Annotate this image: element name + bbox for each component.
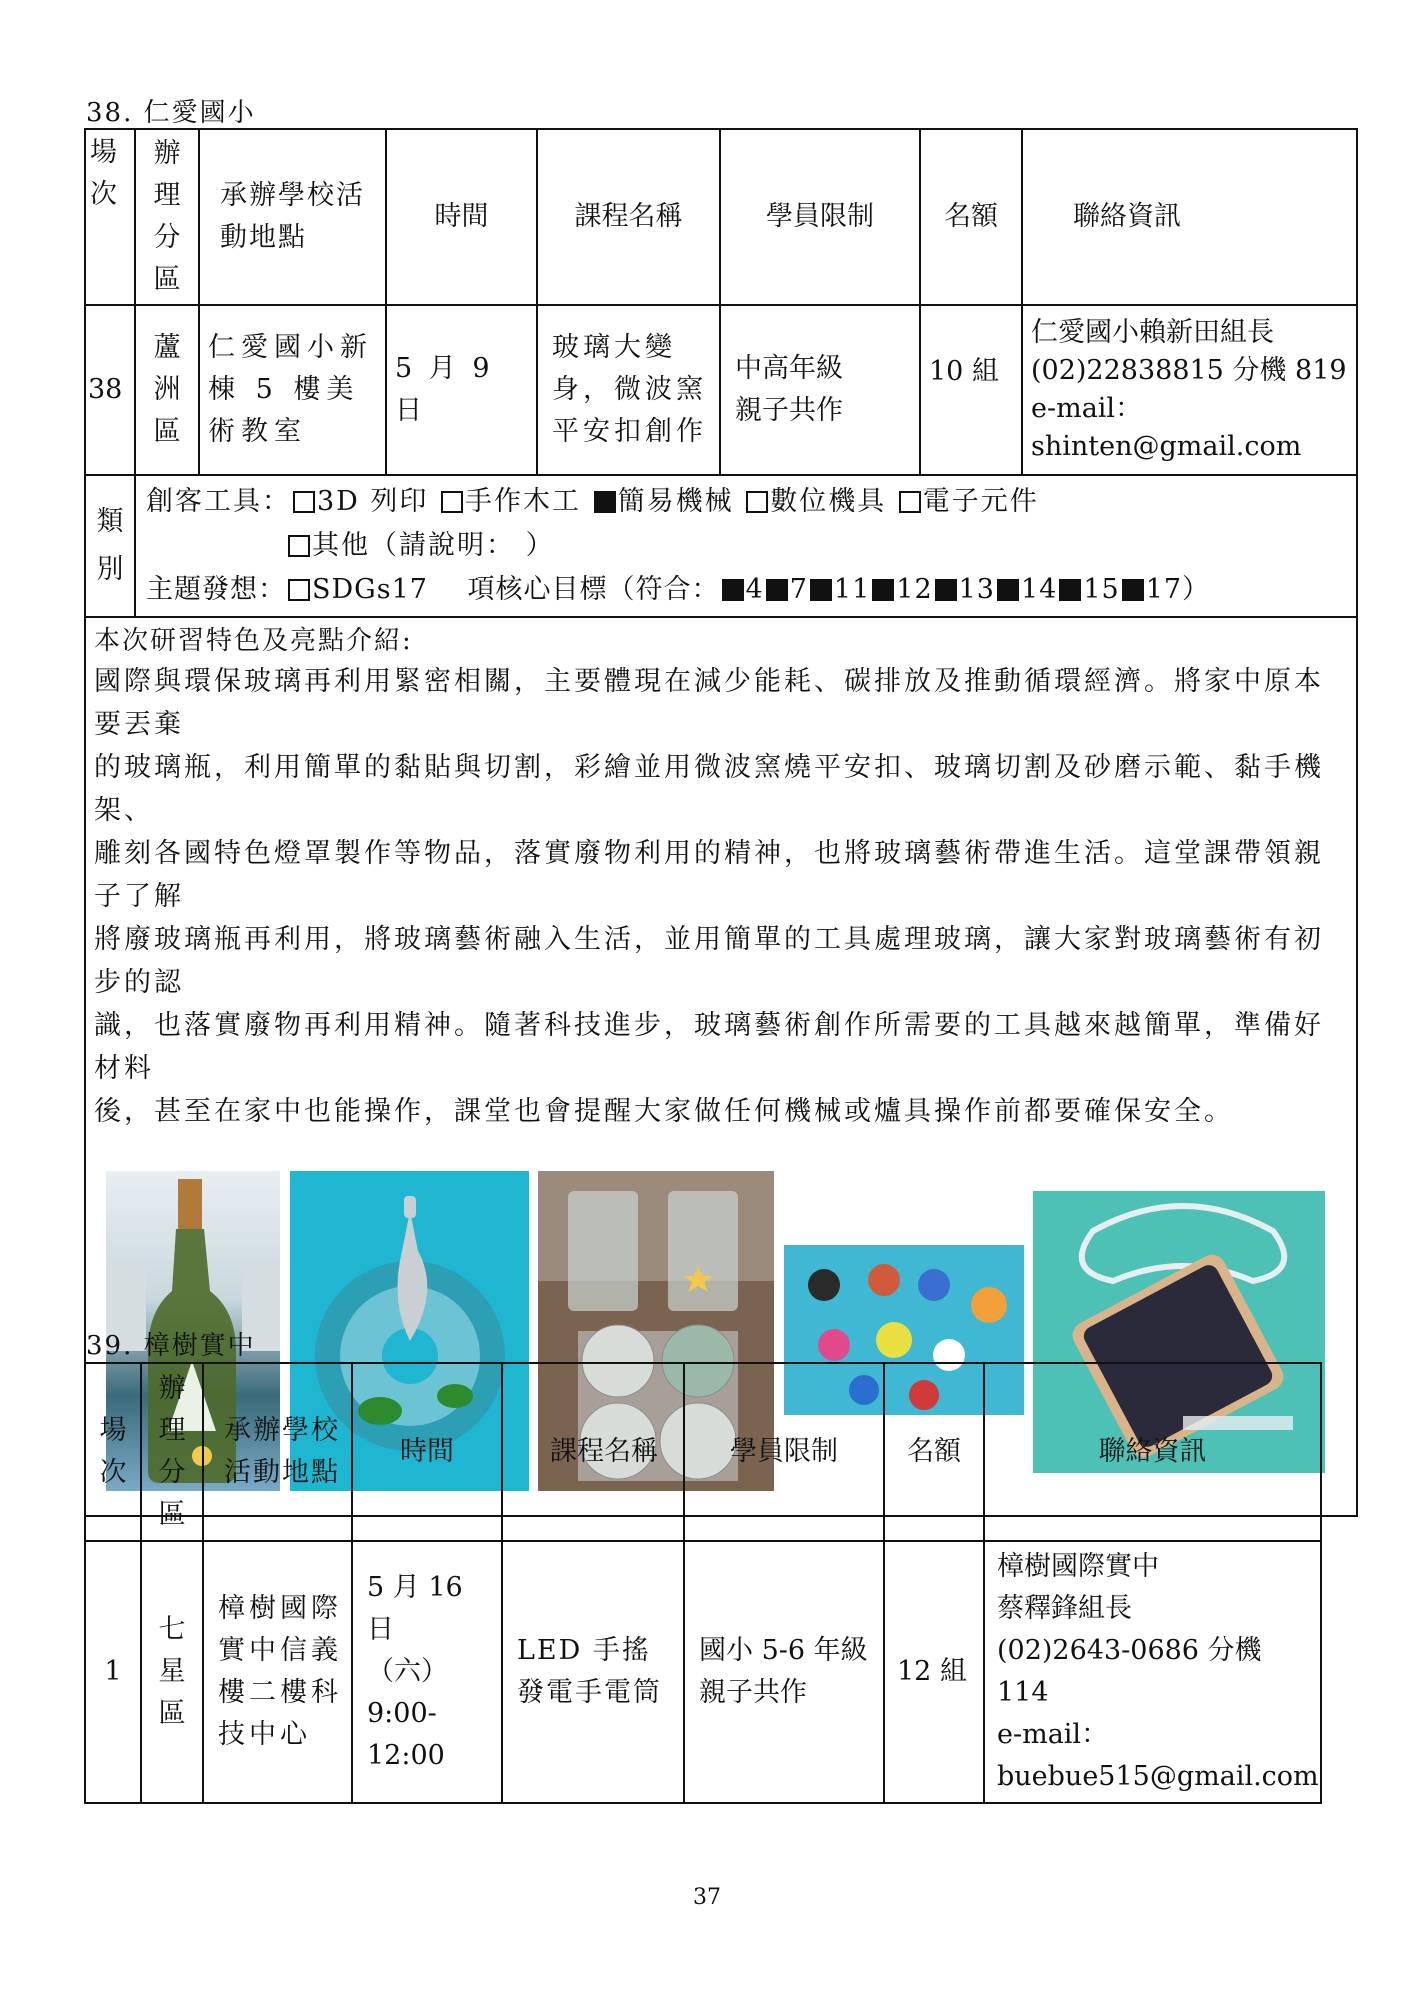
s39-header-district: 辦理分區 — [141, 1363, 203, 1541]
s38-header-limit: 學員限制 — [720, 129, 920, 305]
option-wood: 手作木工 — [465, 486, 582, 517]
page-number: 37 — [693, 1885, 721, 1910]
s38-header-contact: 聯絡資訊 — [1022, 129, 1357, 305]
goal-mark-icon — [766, 579, 788, 601]
s38-intro-line: 的玻璃瓶，利用簡單的黏貼與切割，彩繪並用微波窯燒平安扣、玻璃切割及砂磨示範、黏手機 架、 — [94, 752, 1324, 826]
s38-maker-tools — [146, 480, 1348, 524]
s39-time — [352, 1541, 502, 1803]
s38-header-course: 課程名稱 — [537, 129, 720, 305]
s38-header-time: 時間 — [386, 129, 537, 305]
checkbox-electronic — [899, 491, 921, 513]
s38-limit-type: 親子共作 — [735, 395, 843, 426]
s39-contact-email: buebue515@gmail.com — [997, 1761, 1319, 1792]
core-goals-label: 項核心目標（符合： — [467, 574, 720, 605]
s38-contact — [1022, 305, 1357, 475]
checkbox-sdg — [288, 579, 310, 601]
checkbox-digital — [746, 491, 768, 513]
s38-category — [135, 475, 1357, 617]
s39-header-session: 場次 — [85, 1363, 141, 1541]
s38-limit-grade: 中高年級 — [735, 353, 843, 384]
s38-quota: 10 組 — [920, 305, 1022, 475]
s38-session: 38 — [85, 305, 135, 475]
goal-7: 7 — [789, 574, 808, 605]
s38-contact-email-label: e-mail： — [1031, 393, 1143, 424]
s39-header-course: 課程名稱 — [502, 1363, 684, 1541]
goal-4: 4 — [745, 574, 764, 605]
goal-15: 15 — [1083, 574, 1120, 605]
s39-time-start: 9:00- — [367, 1698, 437, 1729]
s38-contact-person: 仁愛國小賴新田組長 — [1031, 317, 1274, 348]
option-other: 其他（請說明： ） — [312, 530, 555, 561]
s39-contact-person: 蔡釋鋒組長 — [997, 1593, 1132, 1624]
s39-header-contact: 聯絡資訊 — [984, 1363, 1321, 1541]
goal-mark-icon — [722, 579, 744, 601]
s39-contact-school: 樟樹國際實中 — [997, 1551, 1159, 1582]
s38-location: 仁愛國小新棟 5 樓美術教室 — [199, 305, 386, 475]
checkbox-other — [288, 535, 310, 557]
s39-header-time: 時間 — [352, 1363, 502, 1541]
s38-limit — [720, 305, 920, 475]
s38-contact-email: shinten@gmail.com — [1031, 431, 1302, 462]
s39-header-location: 承辦學校活動地點 — [203, 1363, 352, 1541]
goal-mark-icon — [997, 579, 1019, 601]
theme-label: 主題發想： — [146, 574, 286, 605]
goal-12: 12 — [896, 574, 933, 605]
s38-intro-line: 識，也落實廢物再利用精神。隨著科技進步，玻璃藝術創作所需要的工具越來越簡單，準備好材料 — [94, 1010, 1324, 1084]
s39-limit-type: 親子共作 — [699, 1677, 807, 1708]
goal-17: 17） — [1145, 574, 1211, 605]
goal-13: 13 — [958, 574, 995, 605]
checkbox-wood — [441, 491, 463, 513]
s39-time-end: 12:00 — [367, 1740, 445, 1771]
option-machine: 簡易機械 — [617, 486, 734, 517]
s38-info-table — [84, 128, 1358, 1517]
s38-intro-line: 國際與環保玻璃再利用緊密相關，主要體現在減少能耗、碳排放及推動循環經濟。將家中原本要丟棄 — [94, 666, 1324, 740]
s39-contact-phone: (02)2643-0686 分機 114 — [997, 1635, 1262, 1708]
s39-limit-grade: 國小 5-6 年級 — [699, 1635, 868, 1666]
option-digital: 數位機具 — [770, 486, 887, 517]
s39-info-table — [84, 1362, 1322, 1804]
s39-header-limit: 學員限制 — [684, 1363, 884, 1541]
s38-intro-heading: 本次研習特色及亮點介紹: — [94, 626, 413, 656]
goal-mark-icon — [872, 579, 894, 601]
s39-course: LED 手搖發電手電筒 — [502, 1541, 684, 1803]
s38-district: 蘆洲區 — [135, 305, 199, 475]
s38-category-label: 類別 — [85, 475, 135, 617]
s38-intro-line: 雕刻各國特色燈罩製作等物品，落實廢物利用的精神，也將玻璃藝術帶進生活。這堂課帶領親子了解 — [94, 838, 1324, 912]
maker-label: 創客工具： — [146, 486, 291, 517]
s38-course: 玻璃大變身，微波窯平安扣創作 — [537, 305, 720, 475]
s39-quota: 12 組 — [884, 1541, 984, 1803]
s39-contact-email-label: e-mail： — [997, 1719, 1109, 1750]
section-38-title: 38. 仁愛國小 — [86, 98, 256, 128]
s38-header-district: 辦理分區 — [135, 129, 199, 305]
s39-session: 1 — [85, 1541, 141, 1803]
s38-other — [146, 524, 1348, 568]
checkbox-3d — [293, 491, 315, 513]
s39-contact — [984, 1541, 1321, 1803]
option-3d: 3D 列印 — [317, 486, 429, 517]
option-sdg: SDGs17 — [312, 574, 428, 605]
goal-mark-icon — [810, 579, 832, 601]
goal-11: 11 — [833, 574, 871, 605]
s38-contact-phone: (02)22838815 分機 819 — [1031, 355, 1347, 386]
s38-intro-line: 後，甚至在家中也能操作，課堂也會提醒大家做任何機械或爐具操作前都要確保安全。 — [94, 1096, 1234, 1127]
goal-mark-icon — [1122, 579, 1144, 601]
s38-theme — [146, 568, 1348, 612]
s39-header-quota: 名額 — [884, 1363, 984, 1541]
goal-14: 14 — [1020, 574, 1058, 605]
s38-header-location: 承辦學校活動地點 — [199, 129, 386, 305]
goal-mark-icon — [1059, 579, 1081, 601]
s39-limit — [684, 1541, 884, 1803]
section-39-title: 39. 樟樹實中 — [86, 1331, 256, 1361]
option-electronic: 電子元件 — [922, 486, 1039, 517]
checkbox-machine-checked — [594, 491, 616, 513]
s38-time: 5 月 9 日 — [386, 305, 537, 475]
s38-intro-line: 將廢玻璃瓶再利用，將玻璃藝術融入生活，並用簡單的工具處理玻璃，讓大家對玻璃藝術有初步的認 — [94, 924, 1324, 998]
s39-time-date: 5 月 16 日 — [367, 1572, 463, 1645]
s39-location: 樟樹國際實中信義樓二樓科技中心 — [203, 1541, 352, 1803]
goal-mark-icon — [935, 579, 957, 601]
s39-time-weekday: （六） — [367, 1656, 448, 1687]
s38-header-quota: 名額 — [920, 129, 1022, 305]
s39-district: 七星區 — [141, 1541, 203, 1803]
s38-header-session: 場次 — [85, 129, 135, 305]
